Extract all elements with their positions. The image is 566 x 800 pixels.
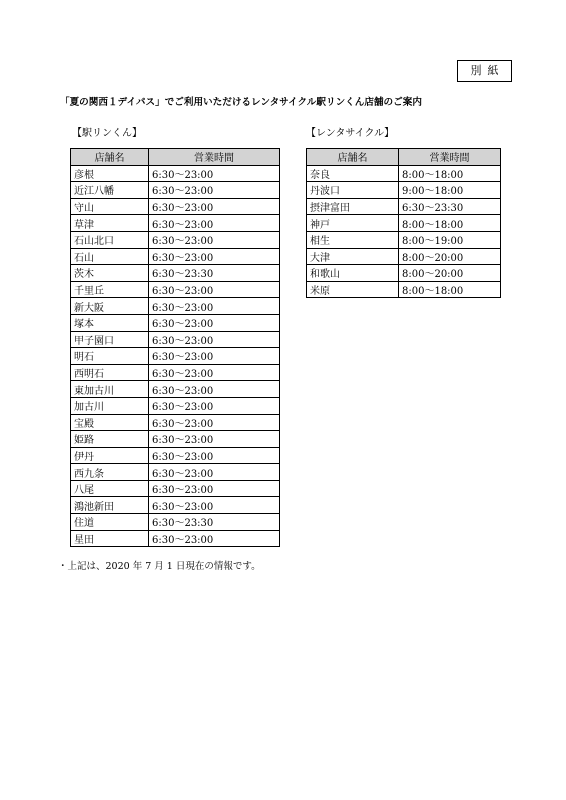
store-name-cell: 星田 bbox=[71, 530, 149, 547]
store-name-cell: 神戸 bbox=[307, 215, 399, 232]
hours-cell: 6:30～23:00 bbox=[149, 248, 280, 265]
store-name-cell: 西明石 bbox=[71, 364, 149, 381]
store-name-cell: 八尾 bbox=[71, 480, 149, 497]
table-row bbox=[71, 165, 280, 182]
hours-cell: 6:30～23:00 bbox=[149, 530, 280, 547]
store-name-cell: 明石 bbox=[71, 348, 149, 365]
table-row bbox=[307, 265, 501, 282]
table-row bbox=[71, 497, 280, 514]
table-row bbox=[71, 447, 280, 464]
store-name-cell: 塚本 bbox=[71, 314, 149, 331]
hours-cell: 6:30～23:00 bbox=[149, 231, 280, 248]
store-name-cell: 宝殿 bbox=[71, 414, 149, 431]
store-name-cell: 東加古川 bbox=[71, 381, 149, 398]
store-name-cell: 近江八幡 bbox=[71, 182, 149, 199]
table-row bbox=[307, 281, 501, 298]
hours-cell: 6:30～23:00 bbox=[149, 331, 280, 348]
table-row bbox=[307, 215, 501, 232]
hours-cell: 6:30～23:00 bbox=[149, 480, 280, 497]
store-name-cell: 米原 bbox=[307, 281, 399, 298]
store-name-cell: 草津 bbox=[71, 215, 149, 232]
hours-cell: 6:30～23:00 bbox=[149, 348, 280, 365]
table-row bbox=[71, 348, 280, 365]
hours-cell: 6:30～23:00 bbox=[149, 165, 280, 182]
store-name-cell: 加古川 bbox=[71, 397, 149, 414]
table-row bbox=[71, 231, 280, 248]
hours-cell: 6:30～23:00 bbox=[149, 314, 280, 331]
hours-cell: 8:00～18:00 bbox=[399, 215, 501, 232]
hours-cell: 6:30～23:00 bbox=[149, 497, 280, 514]
store-name-cell: 甲子園口 bbox=[71, 331, 149, 348]
store-name-cell: 千里丘 bbox=[71, 281, 149, 298]
store-name-cell: 奈良 bbox=[307, 165, 399, 182]
store-name-cell: 大津 bbox=[307, 248, 399, 265]
table-row bbox=[71, 530, 280, 547]
table-row bbox=[71, 182, 280, 199]
store-name-cell: 伊丹 bbox=[71, 447, 149, 464]
table-row bbox=[71, 265, 280, 282]
table-row bbox=[71, 248, 280, 265]
store-name-cell: 相生 bbox=[307, 231, 399, 248]
hours-cell: 6:30～23:00 bbox=[149, 198, 280, 215]
table-row bbox=[71, 381, 280, 398]
hours-cell: 6:30～23:30 bbox=[149, 514, 280, 531]
table-row bbox=[71, 364, 280, 381]
store-name-cell: 鴻池新田 bbox=[71, 497, 149, 514]
hours-cell: 6:30～23:30 bbox=[149, 265, 280, 282]
store-name-cell: 和歌山 bbox=[307, 265, 399, 282]
hours-cell: 6:30～23:00 bbox=[149, 414, 280, 431]
table-row bbox=[71, 298, 280, 315]
store-name-cell: 石山 bbox=[71, 248, 149, 265]
header-store-name: 店舗名 bbox=[71, 149, 149, 166]
table-row bbox=[307, 248, 501, 265]
hours-cell: 9:00～18:00 bbox=[399, 182, 501, 199]
hours-cell: 6:30～23:00 bbox=[149, 182, 280, 199]
section-label-eki-rin-kun: 【駅リンくん】 bbox=[72, 128, 142, 139]
store-name-cell: 住道 bbox=[71, 514, 149, 531]
table-row bbox=[71, 215, 280, 232]
store-name-cell: 西九条 bbox=[71, 464, 149, 481]
hours-cell: 8:00～18:00 bbox=[399, 281, 501, 298]
hours-cell: 8:00～20:00 bbox=[399, 248, 501, 265]
table-header-row bbox=[71, 149, 280, 166]
table-row bbox=[71, 414, 280, 431]
hours-cell: 6:30～23:30 bbox=[399, 198, 501, 215]
hours-cell: 8:00～20:00 bbox=[399, 265, 501, 282]
store-name-cell: 茨木 bbox=[71, 265, 149, 282]
hours-cell: 6:30～23:00 bbox=[149, 381, 280, 398]
footnote: ・上記は、2020 年 7 月 1 日現在の情報です。 bbox=[58, 561, 261, 572]
table-row bbox=[307, 182, 501, 199]
table-row bbox=[71, 464, 280, 481]
hours-cell: 6:30～23:00 bbox=[149, 215, 280, 232]
table-row bbox=[71, 431, 280, 448]
header-business-hours: 営業時間 bbox=[149, 149, 280, 166]
attachment-badge: 別紙 bbox=[457, 60, 512, 82]
store-name-cell: 新大阪 bbox=[71, 298, 149, 315]
table-row bbox=[307, 165, 501, 182]
store-name-cell: 摂津富田 bbox=[307, 198, 399, 215]
store-name-cell: 守山 bbox=[71, 198, 149, 215]
hours-cell: 6:30～23:00 bbox=[149, 464, 280, 481]
table-row bbox=[307, 198, 501, 215]
table-row bbox=[71, 331, 280, 348]
table-row bbox=[307, 231, 501, 248]
hours-cell: 6:30～23:00 bbox=[149, 397, 280, 414]
hours-cell: 6:30～23:00 bbox=[149, 364, 280, 381]
hours-cell: 6:30～23:00 bbox=[149, 431, 280, 448]
store-name-cell: 姫路 bbox=[71, 431, 149, 448]
table-row bbox=[71, 281, 280, 298]
store-name-cell: 石山北口 bbox=[71, 231, 149, 248]
table-header-row bbox=[307, 149, 501, 166]
hours-cell: 6:30～23:00 bbox=[149, 281, 280, 298]
table-row bbox=[71, 480, 280, 497]
hours-cell: 6:30～23:00 bbox=[149, 298, 280, 315]
table-row bbox=[71, 397, 280, 414]
table-row bbox=[71, 198, 280, 215]
eki-rin-kun-table bbox=[70, 148, 280, 547]
header-business-hours: 営業時間 bbox=[399, 149, 501, 166]
store-name-cell: 彦根 bbox=[71, 165, 149, 182]
hours-cell: 8:00～18:00 bbox=[399, 165, 501, 182]
header-store-name: 店舗名 bbox=[307, 149, 399, 166]
table-row bbox=[71, 314, 280, 331]
page-title: 「夏の関西１デイパス」でご利用いただけるレンタサイクル駅リンくん店舗のご案内 bbox=[60, 97, 422, 108]
store-name-cell: 丹波口 bbox=[307, 182, 399, 199]
hours-cell: 6:30～23:00 bbox=[149, 447, 280, 464]
table-row bbox=[71, 514, 280, 531]
section-label-rental-cycle: 【レンタサイクル】 bbox=[306, 128, 395, 139]
rental-cycle-table bbox=[306, 148, 501, 298]
hours-cell: 8:00～19:00 bbox=[399, 231, 501, 248]
